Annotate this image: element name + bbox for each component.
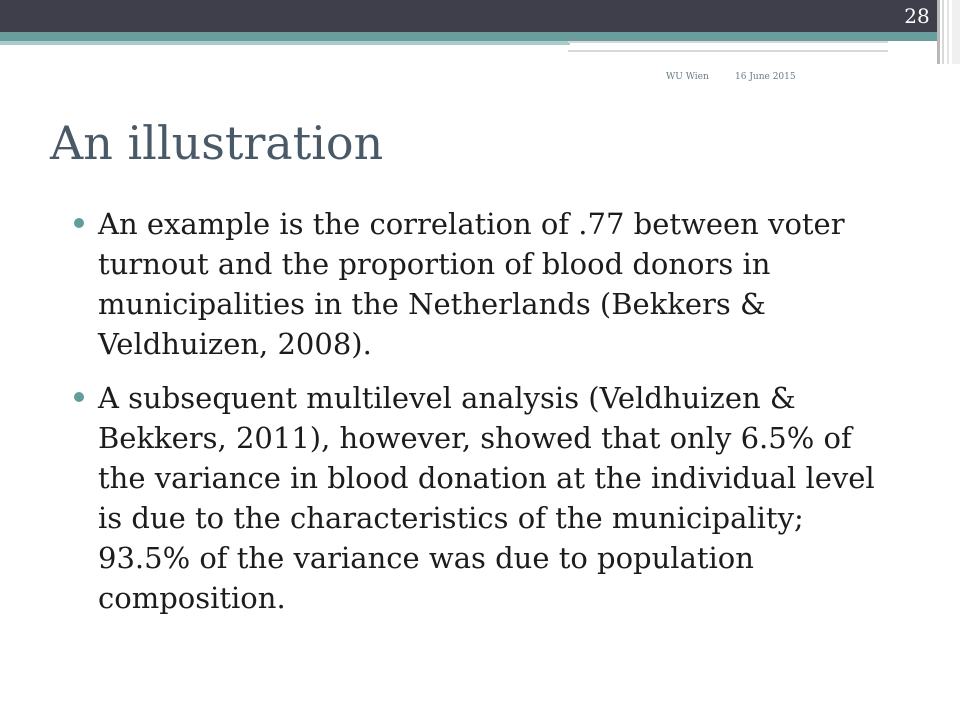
decorative-strip — [952, 0, 960, 64]
decorative-strip — [937, 0, 940, 64]
bullet-text: An example is the correlation of .77 between voter turnout and the proportion of blood donors in municipalities in the Netherlands (Bekkers & Veldhuizen, 2008). — [98, 207, 845, 361]
decorative-strip — [942, 0, 944, 64]
organization-label: WU Wien — [666, 72, 709, 82]
bullet-text: A subsequent multilevel analysis (Veldhuizen & Bekkers, 2011), however, showed that only 6.5% of the variance in blood donation at the individual level is due to the characteristics of the municipality; 93.5% of the variance was due to population composition. — [98, 381, 875, 615]
header-divider-rule — [568, 41, 888, 52]
header-accent-band — [0, 32, 937, 41]
bullet-icon — [74, 392, 84, 402]
header-accent-band-light — [0, 41, 570, 45]
bullet-item — [74, 204, 904, 364]
date-label: 16 June 2015 — [735, 72, 796, 82]
bullet-list — [74, 204, 904, 632]
bullet-item — [74, 378, 904, 618]
bullet-icon — [74, 218, 84, 228]
slide-number: 28 — [904, 4, 930, 28]
decorative-strip — [947, 0, 949, 64]
slide-title: An illustration — [50, 116, 384, 170]
header-bar — [0, 0, 937, 32]
